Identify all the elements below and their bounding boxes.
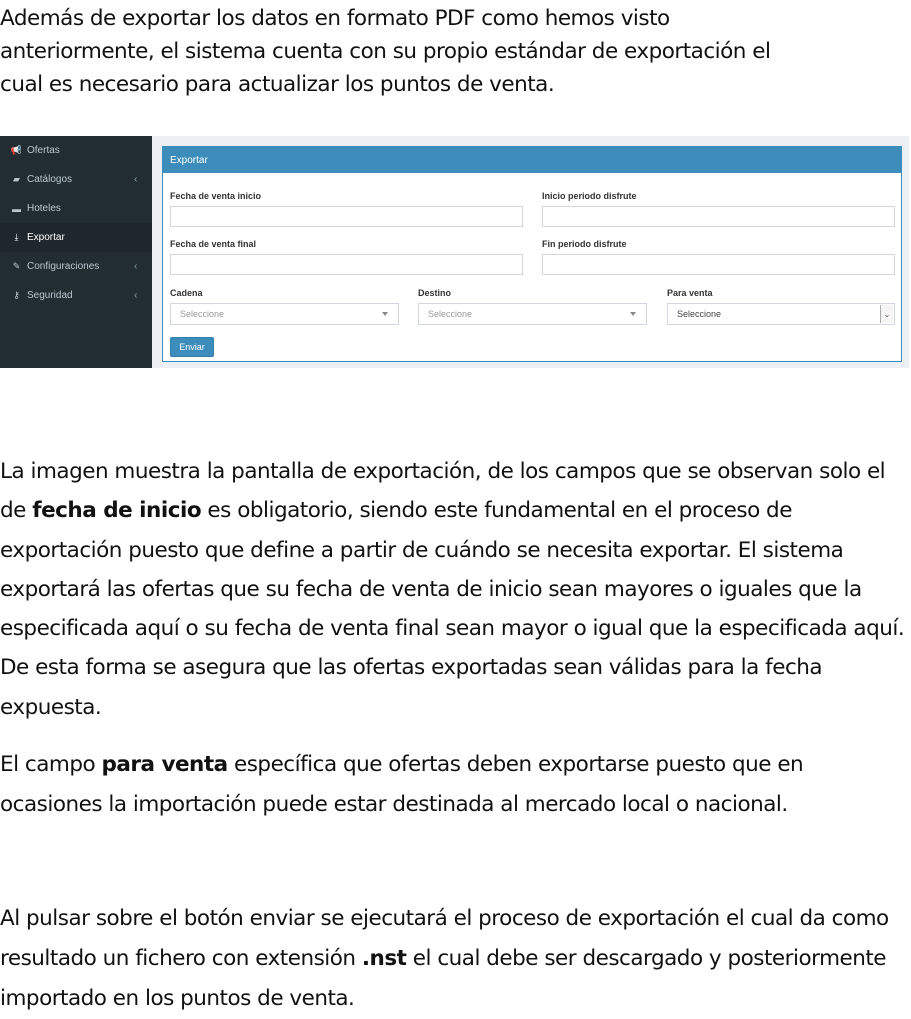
intro-line-3: cual es necesario para actualizar los puntos de venta. bbox=[0, 72, 555, 97]
p3-bold: .nst bbox=[361, 946, 407, 971]
chevron-left-icon: ‹ bbox=[134, 290, 138, 301]
panel-title: Exportar bbox=[163, 147, 901, 173]
body-paragraph-3 bbox=[0, 899, 905, 1019]
body-paragraph-1 bbox=[0, 452, 905, 727]
select-placeholder: Seleccione bbox=[677, 309, 722, 319]
chevron-left-icon: ‹ bbox=[134, 174, 138, 185]
p1-text-post: es obligatorio, siendo este fundamental en el proceso de exportación puesto que define a partir de cuándo se necesita exportar. El sistema exportará las ofertas que su fecha de venta de inicio sean mayores o iguales que la especificada aquí o su fecha de venta final sean mayor o igual que la especificada aquí. De esta forma se asegura que las ofertas exportadas sean válidas para la fecha expuesta. bbox=[0, 498, 905, 720]
label-fecha-venta-final: Fecha de venta final bbox=[170, 239, 257, 249]
p2-text-pre: El campo bbox=[0, 752, 102, 777]
sidebar-item-label: Exportar bbox=[27, 232, 65, 243]
book-icon: ▰ bbox=[13, 174, 20, 184]
sidebar bbox=[0, 136, 152, 368]
p1-text-pre: La imagen muestra la pantalla de exportación, de los campos que se observan solo el de bbox=[0, 459, 886, 524]
wrench-icon: ✎ bbox=[12, 261, 21, 271]
sidebar-item-exportar[interactable] bbox=[0, 223, 152, 252]
sidebar-item-label: Hoteles bbox=[27, 203, 61, 214]
chevron-down-icon: ⌄ bbox=[880, 305, 893, 323]
destino-select[interactable] bbox=[418, 303, 647, 325]
sidebar-item-seguridad[interactable] bbox=[0, 281, 152, 310]
p2-bold: para venta bbox=[101, 752, 228, 777]
p3-text-pre: Al pulsar sobre el botón enviar se ejecutará el proceso de exportación el cual da como resultado un fichero con extensión bbox=[0, 906, 889, 971]
p1-bold: fecha de inicio bbox=[32, 498, 202, 524]
inicio-periodo-disfrute-input[interactable] bbox=[542, 206, 895, 227]
label-destino: Destino bbox=[418, 288, 452, 298]
sidebar-item-label: Ofertas bbox=[27, 145, 60, 156]
key-icon: ⚷ bbox=[13, 290, 20, 300]
caret-down-icon bbox=[382, 312, 388, 316]
sidebar-item-label: Configuraciones bbox=[27, 261, 100, 272]
p2-text-post: específica que ofertas deben exportarse puesto que en ocasiones la importación puede estar destinada al mercado local o nacional. bbox=[0, 752, 804, 817]
p3-text-post: el cual debe ser descargado y posteriormente importado en los puntos de venta. bbox=[0, 946, 887, 1011]
fecha-venta-final-input[interactable] bbox=[170, 254, 523, 275]
sidebar-item-catalogos[interactable] bbox=[0, 165, 152, 194]
fecha-venta-inicio-input[interactable] bbox=[170, 206, 523, 227]
bed-icon: ▬ bbox=[12, 203, 21, 214]
label-cadena: Cadena bbox=[170, 288, 203, 298]
sidebar-item-label: Catálogos bbox=[27, 174, 73, 185]
caret-down-icon bbox=[630, 312, 636, 316]
sidebar-item-configuraciones[interactable] bbox=[0, 252, 152, 281]
label-para-venta: Para venta bbox=[667, 288, 713, 298]
body-paragraph-2 bbox=[0, 745, 905, 825]
label-fecha-venta-inicio: Fecha de venta inicio bbox=[170, 191, 262, 201]
intro-line-2: anteriormente, el sistema cuenta con su propio estándar de exportación el bbox=[0, 39, 771, 64]
megaphone-icon: 📢 bbox=[10, 145, 23, 155]
para-venta-select[interactable] bbox=[667, 303, 895, 325]
enviar-button[interactable]: Enviar bbox=[170, 337, 214, 357]
intro-paragraph bbox=[0, 2, 905, 101]
chevron-left-icon: ‹ bbox=[134, 261, 138, 272]
label-inicio-periodo-disfrute: Inicio periodo disfrute bbox=[542, 191, 637, 201]
export-panel bbox=[162, 146, 902, 362]
select-placeholder: Seleccione bbox=[428, 309, 473, 319]
select-placeholder: Seleccione bbox=[180, 309, 225, 319]
sidebar-item-ofertas[interactable] bbox=[0, 136, 152, 165]
export-screen-screenshot bbox=[0, 136, 909, 368]
sidebar-item-label: Seguridad bbox=[27, 290, 73, 301]
sidebar-item-hoteles[interactable] bbox=[0, 194, 152, 223]
download-icon: ⤓ bbox=[14, 232, 19, 242]
intro-line-1: Además de exportar los datos en formato PDF como hemos visto bbox=[0, 6, 670, 31]
fin-periodo-disfrute-input[interactable] bbox=[542, 254, 895, 275]
cadena-select[interactable] bbox=[170, 303, 399, 325]
label-fin-periodo-disfrute: Fin periodo disfrute bbox=[542, 239, 627, 249]
